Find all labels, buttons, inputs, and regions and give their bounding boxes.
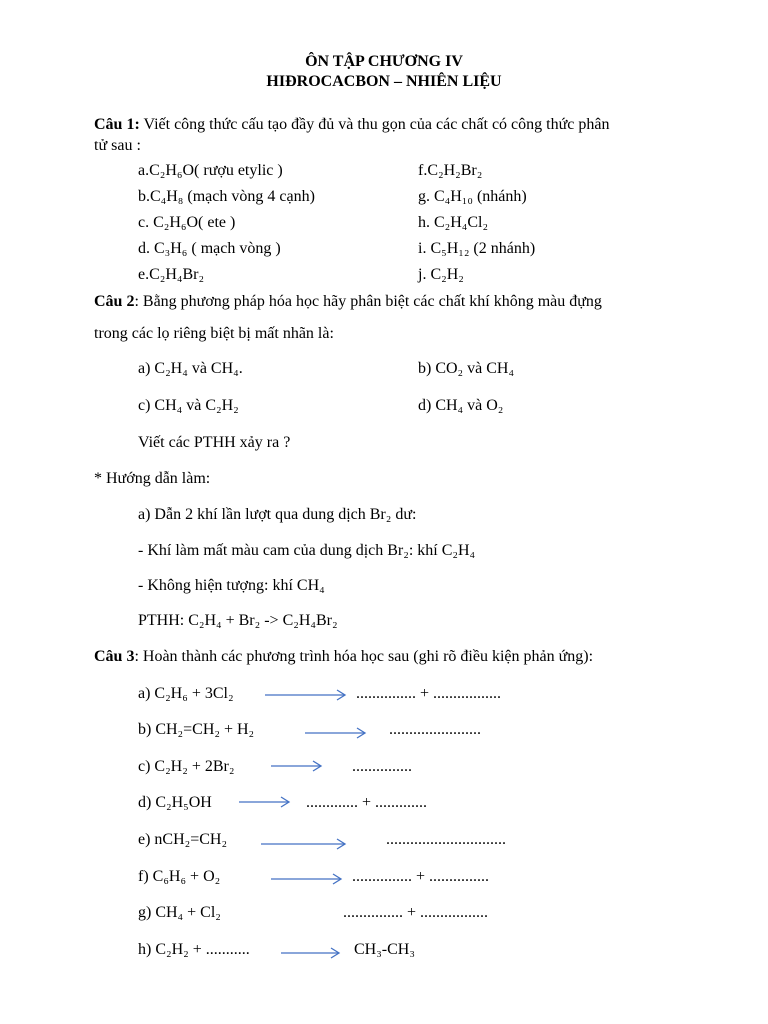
q2-pair-c: c) CH₄ và C₂H₂	[138, 397, 239, 414]
q2-guide-step-a: a) Dẫn 2 khí lần lượt qua dung dịch Br₂ dư:	[138, 506, 417, 523]
reaction-arrow-icon	[264, 687, 348, 703]
title-line-2: HIĐROCACBON – NHIÊN LIỆU	[266, 73, 502, 90]
q1-item-c: c. C₂H₆O( ete )	[138, 214, 236, 231]
q1-item-a: a.C₂H₆O( rượu etylic )	[138, 162, 283, 179]
title-line-1: ÔN TẬP CHƯƠNG IV	[305, 53, 463, 70]
q3-eq-d-reactants: d) C₂H₅OH	[138, 794, 212, 811]
q1-item-e: e.C₂H₄Br₂	[138, 266, 205, 283]
q2-guide-equation: PTHH: C₂H₄ + Br₂ -> C₂H₄Br₂	[138, 612, 338, 629]
q1-item-h: h. C₂H₄Cl₂	[418, 214, 489, 231]
q2-guide-observe-1: - Khí làm mất màu cam của dung dịch Br₂: khí C₂H₄	[138, 542, 476, 559]
q3-eq-f-reactants: f) C₆H₆ + O₂	[138, 868, 221, 885]
q2-guide-title: * Hướng dẫn làm:	[94, 470, 211, 487]
q3-eq-f-products: ............... + ...............	[352, 868, 490, 885]
reaction-arrow-icon	[270, 758, 324, 774]
q2-prompt-cont: trong các lọ riêng biệt bị mất nhãn là:	[94, 325, 334, 342]
q1-item-i: i. C₅H₁₂ (2 nhánh)	[418, 240, 536, 257]
q3-eq-g-reactants: g) CH₄ + Cl₂	[138, 904, 221, 921]
q3-prompt-text: : Hoàn thành các phương trình hóa học sau (ghi rõ điều kiện phản ứng):	[134, 648, 594, 665]
q2-write-equations: Viết các PTHH xảy ra ?	[138, 434, 291, 451]
q2-pair-d: d) CH₄ và O₂	[418, 397, 504, 414]
q3-eq-b-reactants: b) CH₂=CH₂ + H₂	[138, 721, 255, 738]
q3-eq-b-products: .......................	[389, 721, 481, 738]
q3-label: Câu 3	[94, 648, 135, 665]
q1-item-g: g. C₄H₁₀ (nhánh)	[418, 188, 527, 205]
reaction-arrow-icon	[280, 945, 342, 961]
q1-prompt	[94, 117, 609, 133]
q3-eq-c-products: ...............	[352, 758, 412, 775]
q2-pair-a: a) C₂H₄ và CH₄.	[138, 360, 243, 377]
q2-label: Câu 2	[94, 293, 135, 310]
q2-prompt-text: : Bằng phương pháp hóa học hãy phân biệt các chất khí không màu đựng	[134, 293, 602, 310]
q3-eq-h-products: CH₃-CH₃	[354, 941, 415, 958]
q3-eq-h-reactants: h) C₂H₂ + ...........	[138, 941, 250, 958]
q3-eq-a-reactants: a) C₂H₆ + 3Cl₂	[138, 685, 234, 702]
q1-prompt-text: Viết công thức cấu tạo đầy đủ và thu gọn của các chất có công thức phân	[139, 116, 610, 133]
reaction-arrow-icon	[270, 871, 344, 887]
q3-eq-a-products: ............... + .................	[356, 685, 502, 702]
q1-item-j: j. C₂H₂	[418, 266, 464, 283]
q3-prompt	[94, 649, 593, 665]
q3-eq-g-products: ............... + .................	[343, 904, 489, 921]
reaction-arrow-icon	[260, 836, 348, 852]
q1-prompt-cont: tử sau :	[94, 137, 141, 154]
q3-eq-d-products: ............. + .............	[306, 794, 428, 811]
q2-prompt	[94, 294, 602, 310]
q1-item-f: f.C₂H₂Br₂	[418, 162, 483, 179]
q3-eq-e-products: ..............................	[386, 831, 506, 848]
q3-eq-e-reactants: e) nCH₂=CH₂	[138, 831, 228, 848]
reaction-arrow-icon	[238, 794, 292, 810]
q2-pair-b: b) CO₂ và CH₄	[418, 360, 515, 377]
q1-label: Câu 1:	[94, 116, 140, 133]
q3-eq-c-reactants: c) C₂H₂ + 2Br₂	[138, 758, 235, 775]
reaction-arrow-icon	[304, 725, 368, 741]
q2-guide-observe-2: - Không hiện tượng: khí CH₄	[138, 577, 325, 594]
q1-item-b: b.C₄H₈ (mạch vòng 4 cạnh)	[138, 188, 315, 205]
q1-item-d: d. C₃H₆ ( mạch vòng )	[138, 240, 281, 257]
